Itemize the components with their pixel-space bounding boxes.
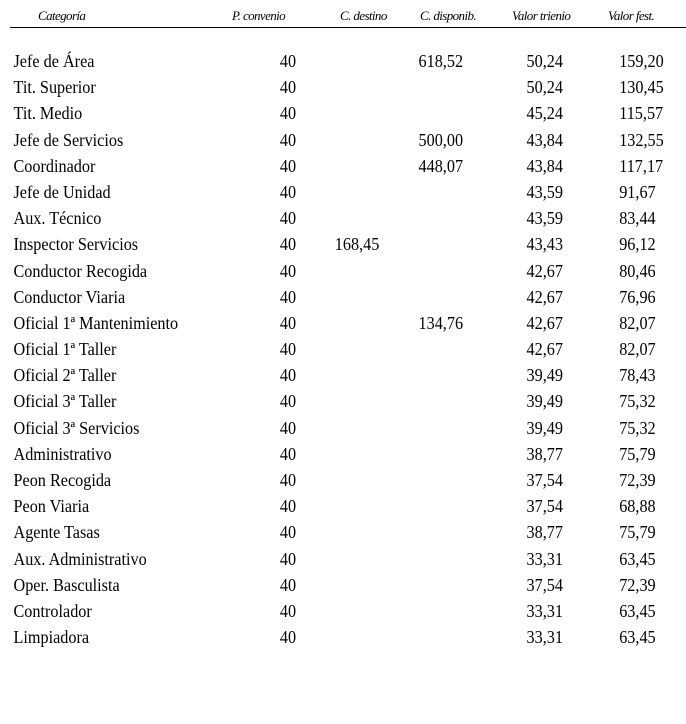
cell-valor-trienio: 45,24: [526, 103, 563, 124]
cell-categoria: Jefe de Unidad: [13, 181, 111, 202]
cell-valor-trienio: 43,59: [526, 208, 563, 229]
cell-c-disponib: 134,76: [418, 312, 464, 333]
header-c-disponib: C. disponib.: [420, 8, 477, 23]
table-row: [0, 102, 686, 128]
cell-valor-trienio: 38,77: [526, 522, 563, 543]
cell-valor-fest: 82,07: [619, 339, 656, 360]
cell-c-disponib: 448,07: [418, 155, 464, 176]
cell-c-destino: 168,45: [334, 234, 380, 255]
table-row: [0, 286, 686, 312]
cell-categoria: Peon Viaria: [13, 496, 90, 517]
cell-p-convenio: 40: [279, 443, 297, 464]
cell-valor-fest: 117,17: [619, 155, 664, 176]
cell-p-convenio: 40: [279, 208, 297, 229]
cell-p-convenio: 40: [279, 339, 297, 360]
cell-categoria: Peon Recogida: [13, 470, 112, 490]
cell-categoria: Aux. Administrativo: [13, 548, 147, 569]
cell-p-convenio: 40: [279, 548, 297, 569]
table-row: [0, 469, 686, 495]
table-row: [0, 207, 686, 233]
cell-valor-fest: 96,12: [619, 234, 656, 255]
cell-p-convenio: 40: [279, 600, 297, 621]
table-row: [0, 600, 686, 626]
cell-categoria: Oficial 2ª Taller: [13, 365, 117, 386]
cell-categoria: Inspector Servicios: [13, 234, 139, 255]
cell-valor-trienio: 43,84: [526, 155, 563, 176]
cell-valor-fest: 132,55: [619, 129, 664, 150]
cell-categoria: Oficial 3ª Servicios: [13, 417, 140, 438]
cell-p-convenio: 40: [279, 496, 297, 517]
cell-p-convenio: 40: [279, 627, 297, 648]
cell-p-convenio: 40: [279, 155, 297, 176]
cell-valor-fest: 72,39: [619, 470, 656, 490]
cell-categoria: Agente Tasas: [13, 522, 100, 543]
cell-valor-fest: 91,67: [619, 181, 656, 202]
cell-p-convenio: 40: [279, 51, 297, 71]
cell-p-convenio: 40: [279, 129, 297, 150]
cell-p-convenio: 40: [279, 365, 297, 386]
cell-p-convenio: 40: [279, 77, 297, 98]
table-row: [0, 260, 686, 286]
cell-valor-trienio: 43,43: [526, 234, 563, 255]
table-row: [0, 443, 686, 469]
cell-categoria: Aux. Técnico: [13, 208, 102, 229]
cell-valor-trienio: 42,67: [526, 312, 563, 333]
cell-categoria: Oficial 1ª Mantenimiento: [13, 312, 179, 333]
cell-c-disponib: 500,00: [418, 129, 464, 150]
cell-p-convenio: 40: [279, 312, 297, 333]
cell-categoria: Oficial 3ª Taller: [13, 391, 117, 412]
table-row: [0, 338, 686, 364]
cell-p-convenio: 40: [279, 260, 297, 281]
cell-valor-fest: 72,39: [619, 574, 656, 595]
cell-p-convenio: 40: [279, 391, 297, 412]
cell-valor-trienio: 43,59: [526, 181, 563, 202]
table-row: [0, 50, 686, 76]
table-row: [0, 233, 686, 259]
cell-valor-fest: 68,88: [619, 496, 656, 517]
cell-p-convenio: 40: [279, 522, 297, 543]
cell-categoria: Conductor Recogida: [13, 260, 148, 281]
cell-valor-trienio: 42,67: [526, 286, 563, 307]
table-row: [0, 574, 686, 600]
cell-p-convenio: 40: [279, 103, 297, 124]
cell-valor-fest: 115,57: [619, 103, 664, 124]
cell-valor-trienio: 42,67: [526, 339, 563, 360]
cell-valor-trienio: 37,54: [526, 574, 563, 595]
cell-valor-fest: 80,46: [619, 260, 656, 281]
cell-valor-trienio: 37,54: [526, 470, 563, 490]
cell-p-convenio: 40: [279, 234, 297, 255]
header-valor-fest: Valor fest.: [608, 8, 655, 23]
cell-valor-fest: 63,45: [619, 600, 656, 621]
table-row: [0, 390, 686, 416]
cell-valor-fest: 159,20: [619, 51, 664, 71]
cell-valor-trienio: 33,31: [526, 600, 563, 621]
cell-valor-fest: 75,79: [619, 522, 656, 543]
cell-valor-trienio: 50,24: [526, 77, 563, 98]
table-header: [0, 6, 686, 28]
table-row: [0, 495, 686, 521]
table-row: [0, 155, 686, 181]
cell-valor-fest: 75,32: [619, 417, 656, 438]
cell-valor-fest: 63,45: [619, 548, 656, 569]
header-c-destino: C. destino: [340, 8, 387, 23]
cell-categoria: Controlador: [13, 600, 92, 621]
cell-p-convenio: 40: [279, 417, 297, 438]
cell-valor-trienio: 33,31: [526, 548, 563, 569]
cell-valor-fest: 130,45: [619, 77, 664, 98]
cell-categoria: Administrativo: [13, 443, 112, 464]
cell-valor-fest: 76,96: [619, 286, 656, 307]
cell-valor-trienio: 39,49: [526, 391, 563, 412]
cell-categoria: Tit. Superior: [13, 77, 96, 98]
cell-categoria: Oficial 1ª Taller: [13, 339, 117, 360]
cell-categoria: Coordinador: [13, 155, 96, 176]
table-body: [0, 50, 686, 652]
cell-valor-trienio: 33,31: [526, 627, 563, 648]
cell-p-convenio: 40: [279, 470, 297, 490]
cell-valor-trienio: 37,54: [526, 496, 563, 517]
header-divider: [10, 27, 686, 28]
cell-valor-trienio: 38,77: [526, 443, 563, 464]
table-row: [0, 364, 686, 390]
cell-categoria: Jefe de Área: [13, 51, 95, 71]
header-valor-trienio: Valor trienio: [512, 8, 571, 23]
cell-valor-fest: 78,43: [619, 365, 656, 386]
cell-categoria: Jefe de Servicios: [13, 129, 124, 150]
table-row: [0, 312, 686, 338]
cell-valor-fest: 75,79: [619, 443, 656, 464]
cell-c-disponib: 618,52: [418, 51, 464, 71]
table-row: [0, 548, 686, 574]
table-row: [0, 76, 686, 102]
cell-valor-trienio: 39,49: [526, 365, 563, 386]
header-p-convenio: P. convenio: [232, 8, 286, 23]
cell-p-convenio: 40: [279, 286, 297, 307]
cell-p-convenio: 40: [279, 181, 297, 202]
table-row: [0, 521, 686, 547]
cell-categoria: Conductor Viaria: [13, 286, 126, 307]
cell-valor-trienio: 50,24: [526, 51, 563, 71]
cell-categoria: Limpiadora: [13, 627, 90, 648]
cell-valor-fest: 75,32: [619, 391, 656, 412]
header-categoria: Categoría: [38, 8, 86, 23]
cell-valor-trienio: 39,49: [526, 417, 563, 438]
table-row: [0, 181, 686, 207]
cell-p-convenio: 40: [279, 574, 297, 595]
cell-valor-trienio: 42,67: [526, 260, 563, 281]
table-row: [0, 417, 686, 443]
table-row: [0, 626, 686, 652]
cell-valor-fest: 82,07: [619, 312, 656, 333]
cell-valor-trienio: 43,84: [526, 129, 563, 150]
table-row: [0, 129, 686, 155]
cell-valor-fest: 83,44: [619, 208, 656, 229]
cell-valor-fest: 63,45: [619, 627, 656, 648]
cell-categoria: Oper. Basculista: [13, 574, 120, 595]
cell-categoria: Tit. Medio: [13, 103, 83, 124]
